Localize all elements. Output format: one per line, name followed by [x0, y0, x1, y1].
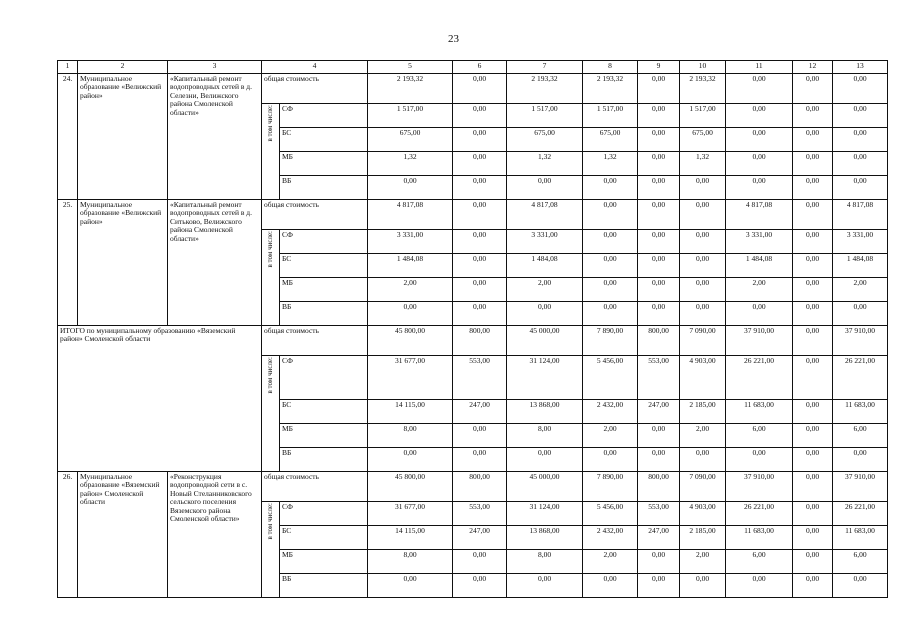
value-cell: 0,00: [453, 574, 507, 598]
source-label: ВБ: [280, 574, 368, 598]
value-cell: 4 903,00: [680, 356, 726, 400]
page-number: 23: [448, 33, 459, 45]
value-cell: 11 683,00: [833, 526, 888, 550]
value-cell: 37 910,00: [833, 472, 888, 502]
value-cell: 0,00: [453, 424, 507, 448]
value-cell: 0,00: [583, 230, 638, 254]
value-cell: 0,00: [453, 448, 507, 472]
value-cell: 2,00: [680, 550, 726, 574]
row-number: 24.: [58, 74, 78, 200]
value-cell: 0,00: [453, 200, 507, 230]
value-cell: 1 517,00: [680, 104, 726, 128]
header-cell: 3: [168, 61, 262, 74]
value-cell: 0,00: [453, 254, 507, 278]
source-label: БС: [280, 254, 368, 278]
value-cell: 2 185,00: [680, 526, 726, 550]
value-cell: 0,00: [453, 128, 507, 152]
value-cell: 1 517,00: [583, 104, 638, 128]
value-cell: 6,00: [726, 550, 793, 574]
value-cell: 1 484,08: [833, 254, 888, 278]
cost-label: общая стоимость: [262, 200, 368, 230]
value-cell: 0,00: [833, 128, 888, 152]
value-cell: 26 221,00: [726, 502, 793, 526]
value-cell: 11 683,00: [726, 526, 793, 550]
value-cell: 2,00: [507, 278, 583, 302]
value-cell: 0,00: [453, 176, 507, 200]
value-cell: 0,00: [680, 278, 726, 302]
source-label: ВБ: [280, 302, 368, 326]
header-row: [58, 61, 888, 74]
value-cell: 0,00: [453, 104, 507, 128]
header-cell: 12: [793, 61, 833, 74]
table-row: [58, 74, 888, 104]
value-cell: 0,00: [833, 448, 888, 472]
value-cell: 6,00: [726, 424, 793, 448]
value-cell: 675,00: [507, 128, 583, 152]
sub-label-cell: [262, 502, 280, 598]
municipality-cell: Муниципальное образование «Велижский район»: [78, 200, 168, 326]
value-cell: 31 124,00: [507, 502, 583, 526]
value-cell: 0,00: [638, 74, 680, 104]
value-cell: 247,00: [638, 400, 680, 424]
value-cell: 0,00: [583, 200, 638, 230]
municipality-cell: Муниципальное образование «Велижский район»: [78, 74, 168, 200]
value-cell: 0,00: [368, 448, 453, 472]
value-cell: 553,00: [638, 356, 680, 400]
sub-label-cell: [262, 230, 280, 326]
value-cell: 13 868,00: [507, 400, 583, 424]
table-row: [58, 472, 888, 502]
sub-label-cell: [262, 356, 280, 472]
sub-label-cell: [262, 104, 280, 200]
municipality-cell: Муниципальное образование «Вяземский район» Смоленской области: [78, 472, 168, 598]
value-cell: 0,00: [726, 128, 793, 152]
value-cell: 0,00: [793, 128, 833, 152]
value-cell: 26 221,00: [726, 356, 793, 400]
value-cell: 0,00: [507, 302, 583, 326]
header-cell: 8: [583, 61, 638, 74]
source-label: СФ: [280, 356, 368, 400]
value-cell: 2,00: [833, 278, 888, 302]
value-cell: 0,00: [368, 176, 453, 200]
value-cell: 0,00: [833, 152, 888, 176]
source-label: МБ: [280, 278, 368, 302]
source-label: СФ: [280, 230, 368, 254]
value-cell: 0,00: [793, 104, 833, 128]
value-cell: 1 484,08: [726, 254, 793, 278]
value-cell: 0,00: [793, 574, 833, 598]
value-cell: 1 484,08: [507, 254, 583, 278]
value-cell: 5 456,00: [583, 356, 638, 400]
financing-table: [57, 60, 888, 598]
cost-label: общая стоимость: [262, 74, 368, 104]
value-cell: 31 677,00: [368, 356, 453, 400]
value-cell: 0,00: [453, 550, 507, 574]
header-cell: 2: [78, 61, 168, 74]
value-cell: 1,32: [680, 152, 726, 176]
value-cell: 3 331,00: [833, 230, 888, 254]
value-cell: 14 115,00: [368, 526, 453, 550]
value-cell: 0,00: [793, 472, 833, 502]
value-cell: 8,00: [368, 424, 453, 448]
value-cell: 4 903,00: [680, 502, 726, 526]
value-cell: 0,00: [507, 448, 583, 472]
value-cell: 0,00: [793, 326, 833, 356]
value-cell: 37 910,00: [726, 326, 793, 356]
value-cell: 675,00: [368, 128, 453, 152]
header-cell: 11: [726, 61, 793, 74]
value-cell: 0,00: [638, 254, 680, 278]
total-label: ИТОГО по муниципальному образованию «Вяземский район» Смоленской области: [58, 326, 262, 472]
header-cell: 9: [638, 61, 680, 74]
value-cell: 7 090,00: [680, 472, 726, 502]
source-label: СФ: [280, 104, 368, 128]
value-cell: 11 683,00: [833, 400, 888, 424]
value-cell: 0,00: [793, 356, 833, 400]
value-cell: 0,00: [833, 104, 888, 128]
value-cell: 8,00: [507, 424, 583, 448]
value-cell: 0,00: [726, 176, 793, 200]
value-cell: 45 800,00: [368, 472, 453, 502]
value-cell: 0,00: [638, 128, 680, 152]
value-cell: 0,00: [453, 74, 507, 104]
value-cell: 8,00: [368, 550, 453, 574]
value-cell: 553,00: [638, 502, 680, 526]
value-cell: 0,00: [507, 176, 583, 200]
value-cell: 0,00: [638, 278, 680, 302]
value-cell: 0,00: [726, 74, 793, 104]
value-cell: 11 683,00: [726, 400, 793, 424]
source-label: МБ: [280, 424, 368, 448]
value-cell: 0,00: [726, 152, 793, 176]
value-cell: 800,00: [453, 326, 507, 356]
value-cell: 0,00: [833, 74, 888, 104]
value-cell: 4 817,08: [726, 200, 793, 230]
value-cell: 5 456,00: [583, 502, 638, 526]
value-cell: 13 868,00: [507, 526, 583, 550]
value-cell: 1 517,00: [368, 104, 453, 128]
table-row: [58, 200, 888, 230]
value-cell: 0,00: [793, 230, 833, 254]
value-cell: 2,00: [368, 278, 453, 302]
value-cell: 0,00: [583, 448, 638, 472]
value-cell: 0,00: [583, 254, 638, 278]
value-cell: 0,00: [453, 152, 507, 176]
value-cell: 0,00: [638, 176, 680, 200]
value-cell: 0,00: [833, 302, 888, 326]
value-cell: 800,00: [638, 472, 680, 502]
value-cell: 0,00: [793, 448, 833, 472]
value-cell: 0,00: [583, 278, 638, 302]
value-cell: 2 185,00: [680, 400, 726, 424]
value-cell: 26 221,00: [833, 502, 888, 526]
row-number: 26.: [58, 472, 78, 598]
value-cell: 0,00: [453, 278, 507, 302]
sub-label: в том числе:: [266, 105, 275, 142]
source-label: БС: [280, 128, 368, 152]
source-label: ВБ: [280, 176, 368, 200]
value-cell: 0,00: [453, 230, 507, 254]
value-cell: 247,00: [453, 400, 507, 424]
value-cell: 26 221,00: [833, 356, 888, 400]
value-cell: 2 432,00: [583, 400, 638, 424]
value-cell: 0,00: [833, 176, 888, 200]
value-cell: 0,00: [793, 152, 833, 176]
value-cell: 4 817,08: [507, 200, 583, 230]
source-label: МБ: [280, 550, 368, 574]
value-cell: 2 432,00: [583, 526, 638, 550]
value-cell: 4 817,08: [833, 200, 888, 230]
value-cell: 553,00: [453, 356, 507, 400]
value-cell: 553,00: [453, 502, 507, 526]
value-cell: 6,00: [833, 424, 888, 448]
value-cell: 6,00: [833, 550, 888, 574]
value-cell: 0,00: [638, 550, 680, 574]
value-cell: 675,00: [583, 128, 638, 152]
value-cell: 247,00: [453, 526, 507, 550]
value-cell: 37 910,00: [833, 326, 888, 356]
value-cell: 0,00: [680, 574, 726, 598]
value-cell: 0,00: [793, 502, 833, 526]
value-cell: 2,00: [583, 550, 638, 574]
value-cell: 3 331,00: [368, 230, 453, 254]
value-cell: 0,00: [726, 448, 793, 472]
sub-label: в том числе:: [266, 503, 275, 540]
value-cell: 1 484,08: [368, 254, 453, 278]
value-cell: 45 800,00: [368, 326, 453, 356]
value-cell: 800,00: [638, 326, 680, 356]
value-cell: 247,00: [638, 526, 680, 550]
value-cell: 0,00: [368, 302, 453, 326]
value-cell: 0,00: [680, 254, 726, 278]
value-cell: 0,00: [793, 200, 833, 230]
sub-label: в том числе:: [266, 357, 275, 394]
value-cell: 0,00: [680, 302, 726, 326]
header-cell: 13: [833, 61, 888, 74]
header-cell: 6: [453, 61, 507, 74]
value-cell: 0,00: [453, 302, 507, 326]
value-cell: 0,00: [793, 302, 833, 326]
value-cell: 0,00: [680, 200, 726, 230]
cost-label: общая стоимость: [262, 472, 368, 502]
value-cell: 800,00: [453, 472, 507, 502]
value-cell: 2 193,32: [583, 74, 638, 104]
sub-label: в том числе:: [266, 231, 275, 268]
value-cell: 31 124,00: [507, 356, 583, 400]
header-cell: 4: [262, 61, 368, 74]
value-cell: 0,00: [638, 448, 680, 472]
value-cell: 0,00: [368, 574, 453, 598]
project-cell: «Реконструкция водопроводной сети в с. Новый Стеланниковского сельского поселения Вяземского района Смоленской области»: [168, 472, 262, 598]
value-cell: 7 890,00: [583, 472, 638, 502]
value-cell: 0,00: [680, 176, 726, 200]
row-number: 25.: [58, 200, 78, 326]
value-cell: 0,00: [793, 74, 833, 104]
value-cell: 1,32: [583, 152, 638, 176]
header-cell: 10: [680, 61, 726, 74]
value-cell: 3 331,00: [507, 230, 583, 254]
value-cell: 0,00: [833, 574, 888, 598]
source-label: БС: [280, 526, 368, 550]
source-label: МБ: [280, 152, 368, 176]
source-label: БС: [280, 400, 368, 424]
value-cell: 2,00: [726, 278, 793, 302]
value-cell: 0,00: [793, 400, 833, 424]
value-cell: 0,00: [638, 152, 680, 176]
value-cell: 37 910,00: [726, 472, 793, 502]
value-cell: 45 000,00: [507, 326, 583, 356]
value-cell: 0,00: [638, 424, 680, 448]
value-cell: 0,00: [638, 302, 680, 326]
value-cell: 2 193,32: [507, 74, 583, 104]
value-cell: 675,00: [680, 128, 726, 152]
value-cell: 2 193,32: [680, 74, 726, 104]
value-cell: 1,32: [368, 152, 453, 176]
value-cell: 0,00: [638, 230, 680, 254]
value-cell: 31 677,00: [368, 502, 453, 526]
value-cell: 1 517,00: [507, 104, 583, 128]
value-cell: 45 000,00: [507, 472, 583, 502]
value-cell: 7 890,00: [583, 326, 638, 356]
value-cell: 0,00: [583, 302, 638, 326]
source-label: ВБ: [280, 448, 368, 472]
value-cell: 0,00: [680, 230, 726, 254]
value-cell: 0,00: [680, 448, 726, 472]
value-cell: 0,00: [726, 302, 793, 326]
value-cell: 0,00: [638, 200, 680, 230]
value-cell: 0,00: [793, 550, 833, 574]
value-cell: 0,00: [793, 176, 833, 200]
value-cell: 0,00: [793, 424, 833, 448]
table-row: [58, 326, 888, 356]
value-cell: 1,32: [507, 152, 583, 176]
header-cell: 1: [58, 61, 78, 74]
header-cell: 5: [368, 61, 453, 74]
value-cell: 2 193,32: [368, 74, 453, 104]
value-cell: 4 817,08: [368, 200, 453, 230]
value-cell: 0,00: [793, 526, 833, 550]
value-cell: 2,00: [583, 424, 638, 448]
value-cell: 0,00: [793, 278, 833, 302]
cost-label: общая стоимость: [262, 326, 368, 356]
value-cell: 0,00: [793, 254, 833, 278]
value-cell: 3 331,00: [726, 230, 793, 254]
project-cell: «Капитальный ремонт водопроводных сетей в д. Ситьково, Велижского района Смоленской области»: [168, 200, 262, 326]
value-cell: 0,00: [638, 574, 680, 598]
value-cell: 0,00: [726, 574, 793, 598]
value-cell: 14 115,00: [368, 400, 453, 424]
value-cell: 0,00: [583, 574, 638, 598]
header-cell: 7: [507, 61, 583, 74]
value-cell: 8,00: [507, 550, 583, 574]
value-cell: 0,00: [726, 104, 793, 128]
source-label: СФ: [280, 502, 368, 526]
value-cell: 0,00: [638, 104, 680, 128]
value-cell: 0,00: [583, 176, 638, 200]
value-cell: 0,00: [507, 574, 583, 598]
project-cell: «Капитальный ремонт водопроводных сетей в д. Селезни, Велижского района Смоленской области»: [168, 74, 262, 200]
value-cell: 7 090,00: [680, 326, 726, 356]
value-cell: 2,00: [680, 424, 726, 448]
